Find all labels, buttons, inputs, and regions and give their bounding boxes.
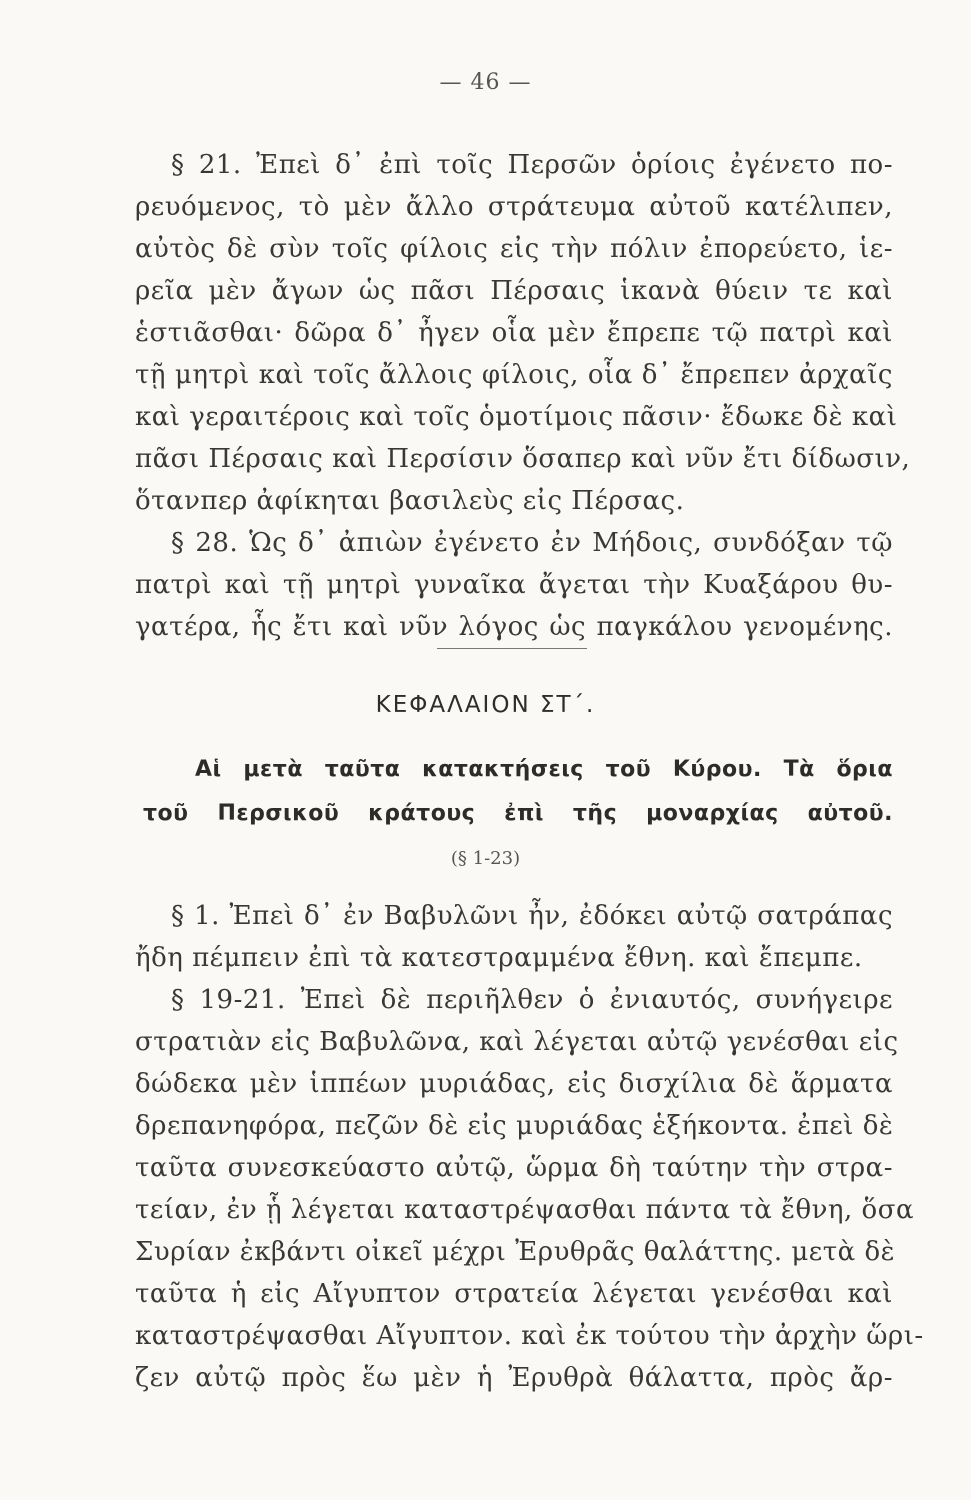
text-line: ὅτανπερ ἀφίκηται βασιλεὺς εἰς Πέρσας. bbox=[135, 486, 685, 516]
text-line: καὶ γεραιτέροις καὶ τοῖς ὁμοτίμοις πᾶσιν· ἔδωκε δὲ καὶ bbox=[135, 402, 898, 432]
text-line: ρεῖα μὲν ἄγων ὡς πᾶσι Πέρσαις ἱκανὰ θύειν τε καὶ bbox=[135, 276, 893, 306]
text-line: Συρίαν ἐκβάντι οἰκεῖ μέχρι Ἐρυθρᾶς θαλάττης. μετὰ δὲ bbox=[135, 1237, 896, 1267]
text-line: ἑστιᾶσθαι· δῶρα δ᾽ ἦγεν οἷα μὲν ἔπρεπε τῷ πατρὶ καὶ bbox=[135, 318, 893, 348]
text-line: § 21. Ἐπεὶ δ᾽ ἐπὶ τοῖς Περσῶν ὁρίοις ἐγένετο πο- bbox=[171, 150, 893, 180]
top-text-block bbox=[135, 144, 911, 648]
text-line: πατρὶ καὶ τῇ μητρὶ γυναῖκα ἄγεται τὴν Κυαξάρου θυ- bbox=[135, 570, 893, 600]
text-line: καταστρέψασθαι Αἴγυπτον. καὶ ἐκ τούτου τὴν ἀρχὴν ὥρι- bbox=[135, 1321, 924, 1351]
text-line: ταῦτα ἡ εἰς Αἴγυπτον στρατεία λέγεται γενέσθαι καὶ bbox=[135, 1279, 893, 1309]
text-line: τῇ μητρὶ καὶ τοῖς ἄλλοις φίλοις, οἷα δ᾽ ἔπρεπεν ἀρχαῖς bbox=[135, 360, 893, 390]
text-line: § 1. Ἐπεὶ δ᾽ ἐν Βαβυλῶνι ἦν, ἐδόκει αὐτῷ σατράπας bbox=[171, 901, 893, 931]
chapter-heading: ΚΕΦΑΛΑΙΟΝ ΣΤ΄. bbox=[375, 692, 596, 718]
page-number: — 46 — bbox=[439, 70, 532, 95]
bottom-text-block bbox=[135, 895, 924, 1399]
chapter-subtitle bbox=[135, 748, 893, 836]
text-line: δώδεκα μὲν ἱππέων μυριάδας, εἰς δισχίλια δὲ ἅρματα bbox=[135, 1069, 893, 1099]
subtitle-line: Αἱ μετὰ ταῦτα κατακτήσεις τοῦ Κύρου. Τὰ ὅρια bbox=[195, 757, 893, 782]
section-reference: (§ 1-23) bbox=[450, 848, 521, 869]
text-line: ἤδη πέμπειν ἐπὶ τὰ κατεστραμμένα ἔθνη. καὶ ἔπεμπε. bbox=[135, 943, 863, 973]
text-line: τείαν, ἐν ᾗ λέγεται καταστρέψασθαι πάντα τὰ ἔθνη, ὅσα bbox=[135, 1195, 915, 1225]
subtitle-line: τοῦ Περσικοῦ κράτους ἐπὶ τῆς μοναρχίας αὐτοῦ. bbox=[143, 801, 893, 826]
text-line: δρεπανηφόρα, πεζῶν δὲ εἰς μυριάδας ἑξήκοντα. ἐπεὶ δὲ bbox=[135, 1111, 894, 1141]
text-line: πᾶσι Πέρσαις καὶ Περσίσιν ὅσαπερ καὶ νῦν ἔτι δίδωσιν, bbox=[135, 444, 911, 474]
section-divider bbox=[437, 648, 587, 649]
text-line: § 19-21. Ἐπεὶ δὲ περιῆλθεν ὁ ἐνιαυτός, συνήγειρε bbox=[171, 985, 893, 1015]
text-line: γατέρα, ἧς ἔτι καὶ νῦν λόγος ὡς παγκάλου γενομένης. bbox=[135, 612, 893, 642]
text-line: ρευόμενος, τὸ μὲν ἄλλο στράτευμα αὐτοῦ κατέλιπεν, bbox=[135, 192, 893, 222]
text-line: αὐτὸς δὲ σὺν τοῖς φίλοις εἰς τὴν πόλιν ἐπορεύετο, ἱε- bbox=[135, 234, 893, 264]
text-line: ζεν αὐτῷ πρὸς ἕω μὲν ἡ Ἐρυθρὰ θάλαττα, πρὸς ἄρ- bbox=[135, 1363, 893, 1393]
text-line: στρατιὰν εἰς Βαβυλῶνα, καὶ λέγεται αὐτῷ γενέσθαι εἰς bbox=[135, 1027, 899, 1057]
text-line: § 28. Ὡς δ᾽ ἀπιὼν ἐγένετο ἐν Μήδοις, συνδόξαν τῷ bbox=[171, 528, 893, 558]
text-line: ταῦτα συνεσκεύαστο αὐτῷ, ὥρμα δὴ ταύτην τὴν στρα- bbox=[135, 1153, 893, 1183]
